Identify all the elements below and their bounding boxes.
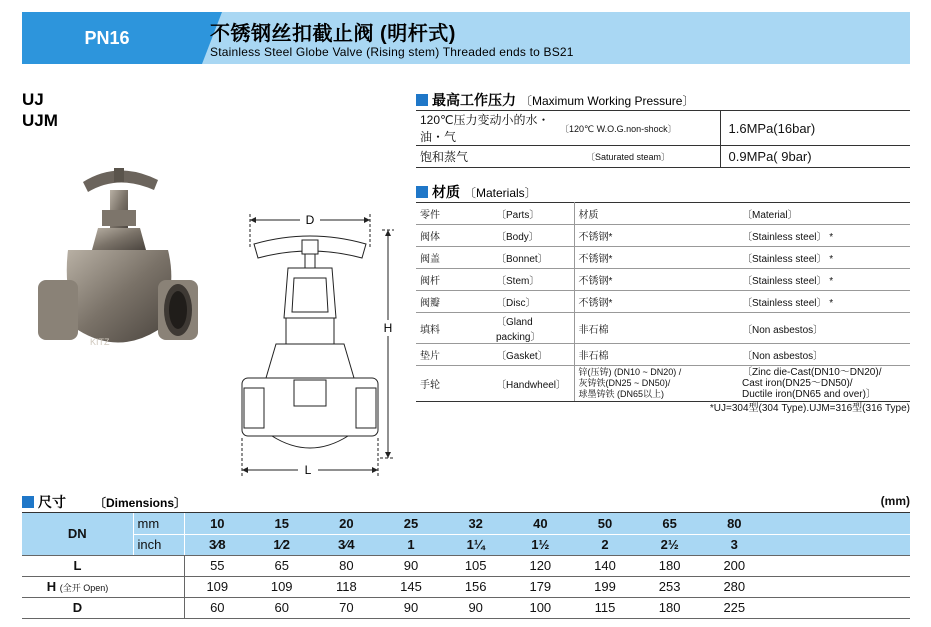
materials-table <box>416 202 910 402</box>
dim-value: 156 <box>443 576 508 597</box>
dim-value: 280 <box>702 576 767 597</box>
table-row <box>416 203 910 225</box>
dim-value: 90 <box>443 597 508 618</box>
mm-label: mm <box>133 513 185 534</box>
dn-header: DN <box>22 513 133 555</box>
row-label-d: D <box>22 597 133 618</box>
pressure-table <box>416 110 910 168</box>
dim-value: 55 <box>185 555 250 576</box>
part-name-en: 〔Handwheel〕 <box>492 366 574 402</box>
inch-label: inch <box>133 534 185 555</box>
materials-footnote: *UJ=304型(304 Type).UJM=316型(316 Type) <box>709 403 910 414</box>
dn-inch: 1½ <box>508 534 573 555</box>
table-row <box>22 513 910 534</box>
part-name: 垫片 <box>416 344 492 366</box>
pressure-value: 0.9MPa( 9bar) <box>720 146 910 168</box>
dim-value: 70 <box>314 597 379 618</box>
dim-value: 180 <box>637 555 702 576</box>
dim-value: 180 <box>637 597 702 618</box>
dim-value: 140 <box>573 555 638 576</box>
table-row <box>22 597 910 618</box>
part-name: 阀盖 <box>416 247 492 269</box>
material-name: 不锈钢* <box>574 291 738 313</box>
pressure-label-en: 〔120℃ W.O.G.non-shock〕 <box>556 111 720 146</box>
dn-inch: 3⁄4 <box>314 534 379 555</box>
dim-value: 200 <box>702 555 767 576</box>
material-name-en: 〔Material〕 <box>738 203 910 225</box>
table-row <box>416 366 910 402</box>
dn-inch: 3 <box>702 534 767 555</box>
part-name-en: 〔Body〕 <box>492 225 574 247</box>
table-row <box>416 247 910 269</box>
material-name-en: 〔Stainless steel〕 * <box>738 247 910 269</box>
dn-mm: 40 <box>508 513 573 534</box>
dn-inch: 1⁄2 <box>249 534 314 555</box>
dim-value: 90 <box>379 555 444 576</box>
page-header <box>22 12 910 64</box>
material-name-en: 〔Non asbestos〕 <box>738 313 910 344</box>
dim-value: 120 <box>508 555 573 576</box>
dim-value: 253 <box>637 576 702 597</box>
materials-section-title: 材质 〔Materials〕 <box>416 182 537 202</box>
table-row <box>416 313 910 344</box>
part-name-en: 〔Gland packing〕 <box>492 313 574 344</box>
dim-value: 100 <box>508 597 573 618</box>
table-row <box>416 344 910 366</box>
material-name-en: 〔Stainless steel〕 * <box>738 225 910 247</box>
row-label-l: L <box>22 555 133 576</box>
part-name-en: 〔Disc〕 <box>492 291 574 313</box>
dn-inch: 3⁄8 <box>185 534 250 555</box>
dimensions-unit: (mm) <box>880 494 910 508</box>
pressure-section-title: 最高工作压力 〔Maximum Working Pressure〕 <box>416 90 694 110</box>
table-row <box>22 576 910 597</box>
pressure-label: 饱和蒸气 <box>416 146 556 168</box>
part-name: 阀瓣 <box>416 291 492 313</box>
table-row <box>416 111 910 146</box>
dim-value: 90 <box>379 597 444 618</box>
dim-value: 199 <box>573 576 638 597</box>
model-code-ujm: UJM <box>22 111 58 130</box>
material-name: 锌(压铸) (DN10 ~ DN20) / 灰铸铁(DN25 ~ DN50)/ 球墨铸铁 (DN65以上) <box>574 366 738 402</box>
dn-mm: 65 <box>637 513 702 534</box>
pressure-label: 120℃压力变动小的水・油・气 <box>416 111 556 146</box>
dn-mm: 32 <box>443 513 508 534</box>
material-name-en: 〔Stainless steel〕 * <box>738 291 910 313</box>
table-row <box>416 291 910 313</box>
part-name: 阀杆 <box>416 269 492 291</box>
dn-inch: 1 <box>379 534 444 555</box>
square-bullet-icon <box>416 94 428 106</box>
dim-label-h: H <box>383 321 393 335</box>
dim-value: 118 <box>314 576 379 597</box>
pressure-class: PN16 <box>84 28 130 48</box>
dim-value: 179 <box>508 576 573 597</box>
dn-inch: 2½ <box>637 534 702 555</box>
dn-mm: 15 <box>249 513 314 534</box>
dimensions-section-title: 尺寸 〔Dimensions〕 <box>22 492 186 512</box>
dn-mm: 20 <box>314 513 379 534</box>
dn-mm: 80 <box>702 513 767 534</box>
table-row <box>416 146 910 168</box>
dim-value: 65 <box>249 555 314 576</box>
material-name: 非石棉 <box>574 344 738 366</box>
page-subtitle: Stainless Steel Globe Valve (Rising stem) Threaded ends to BS21 <box>210 45 574 59</box>
dim-value: 115 <box>573 597 638 618</box>
pressure-label-en: 〔Saturated steam〕 <box>556 146 720 168</box>
dimensions-table <box>22 513 910 619</box>
brand-marking: KITZ <box>90 337 110 347</box>
model-code-uj: UJ <box>22 90 44 109</box>
dim-value: 80 <box>314 555 379 576</box>
part-name-en: 〔Parts〕 <box>492 203 574 225</box>
square-bullet-icon <box>22 496 34 508</box>
valve-drawing <box>232 208 400 478</box>
dim-value: 109 <box>249 576 314 597</box>
part-name: 填料 <box>416 313 492 344</box>
dn-mm: 10 <box>185 513 250 534</box>
dim-value: 60 <box>249 597 314 618</box>
material-name-en: 〔Stainless steel〕 * <box>738 269 910 291</box>
part-name-en: 〔Gasket〕 <box>492 344 574 366</box>
dim-value: 225 <box>702 597 767 618</box>
material-name: 不锈钢* <box>574 269 738 291</box>
dim-value: 145 <box>379 576 444 597</box>
part-name: 阀体 <box>416 225 492 247</box>
dn-mm: 25 <box>379 513 444 534</box>
dim-value: 109 <box>185 576 250 597</box>
dim-value: 60 <box>185 597 250 618</box>
material-name: 不锈钢* <box>574 247 738 269</box>
table-row <box>416 269 910 291</box>
square-bullet-icon <box>416 186 428 198</box>
part-name-en: 〔Bonnet〕 <box>492 247 574 269</box>
dim-label-d: D <box>305 213 315 227</box>
part-name: 手轮 <box>416 366 492 402</box>
dn-inch: 1¼ <box>443 534 508 555</box>
dn-mm: 50 <box>573 513 638 534</box>
part-name-en: 〔Stem〕 <box>492 269 574 291</box>
dim-label-l: L <box>304 463 312 477</box>
material-name: 不锈钢* <box>574 225 738 247</box>
table-row <box>416 225 910 247</box>
material-name: 材质 <box>574 203 738 225</box>
part-name: 零件 <box>416 203 492 225</box>
valve-photo <box>28 140 208 390</box>
material-name-en: 〔Non asbestos〕 <box>738 344 910 366</box>
row-label-note: (全开 Open) <box>59 583 109 593</box>
material-name: 非石棉 <box>574 313 738 344</box>
page-title: 不锈钢丝扣截止阀 (明杆式) <box>210 23 456 45</box>
pressure-value: 1.6MPa(16bar) <box>720 111 910 146</box>
dn-inch: 2 <box>573 534 638 555</box>
table-row <box>22 555 910 576</box>
row-label-h: H (全开 Open) <box>22 576 133 597</box>
dim-value: 105 <box>443 555 508 576</box>
table-row <box>22 534 910 555</box>
material-name-en: 〔Zinc die-Cast(DN10～DN20)/ Cast iron(DN25～DN50)/ Ductile iron(DN65 and over)〕 <box>738 366 910 402</box>
